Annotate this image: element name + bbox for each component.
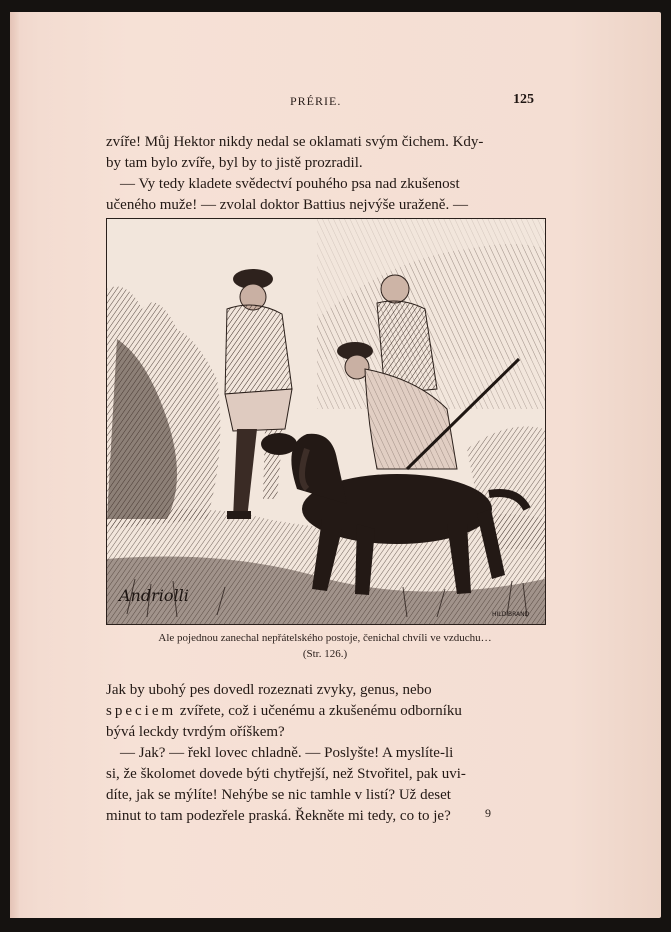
page-edge bbox=[10, 12, 19, 918]
text-line: zvíře! Můj Hektor nikdy nedal se oklamati svým čichem. Kdy- bbox=[106, 134, 484, 150]
text-line: díte, jak se mýlíte! Nehýbe se nic tamhle v listí? Už deset bbox=[106, 787, 451, 803]
page-number: 125 bbox=[513, 92, 534, 107]
text-fragment: zvířete, což i učenému a zkušenému odborníku bbox=[176, 703, 462, 719]
text-line: Jak by ubohý pes dovedl rozeznati zvyky, genus, nebo bbox=[106, 682, 432, 698]
text-line bbox=[106, 701, 538, 722]
text-line: minut to tam podezřele praská. Řekněte mi tedy, co to je? bbox=[106, 808, 451, 824]
engraving-illustration bbox=[106, 218, 546, 625]
hunting-scene-engraving bbox=[107, 219, 545, 624]
illustration-caption bbox=[106, 630, 544, 662]
top-text-block bbox=[106, 132, 538, 216]
caption-reference: (Str. 126.) bbox=[302, 648, 348, 660]
text-line: — Vy tedy kladete svědectví pouhého psa nad zkušenost bbox=[120, 176, 460, 192]
text-line: učeného muže! — zvolal doktor Battius nejvýše uraženě. — bbox=[106, 197, 468, 213]
printer-signature-mark: 9 bbox=[485, 806, 491, 820]
running-head: PRÉRIE. bbox=[290, 94, 342, 108]
text-line: si, že školomet dovede býti chytřejší, než Stvořitel, pak uvi- bbox=[106, 766, 466, 782]
caption-text: Ale pojednou zanechal nepřátelského postoje, čenichal chvíli ve vzduchu… bbox=[158, 632, 492, 644]
book-page bbox=[10, 12, 661, 918]
emphasized-term: speciem bbox=[106, 703, 177, 719]
text-line: — Jak? — řekl lovec chladně. — Poslyšte! A myslíte-li bbox=[120, 745, 454, 761]
engraver-signature: HILDIBRAND bbox=[492, 611, 530, 618]
text-line: bývá leckdy tvrdým oříškem? bbox=[106, 724, 285, 740]
artist-signature: Andriolli bbox=[119, 586, 189, 605]
bottom-text-block bbox=[106, 680, 538, 827]
text-line: by tam bylo zvíře, byl by to jistě prozradil. bbox=[106, 155, 363, 171]
